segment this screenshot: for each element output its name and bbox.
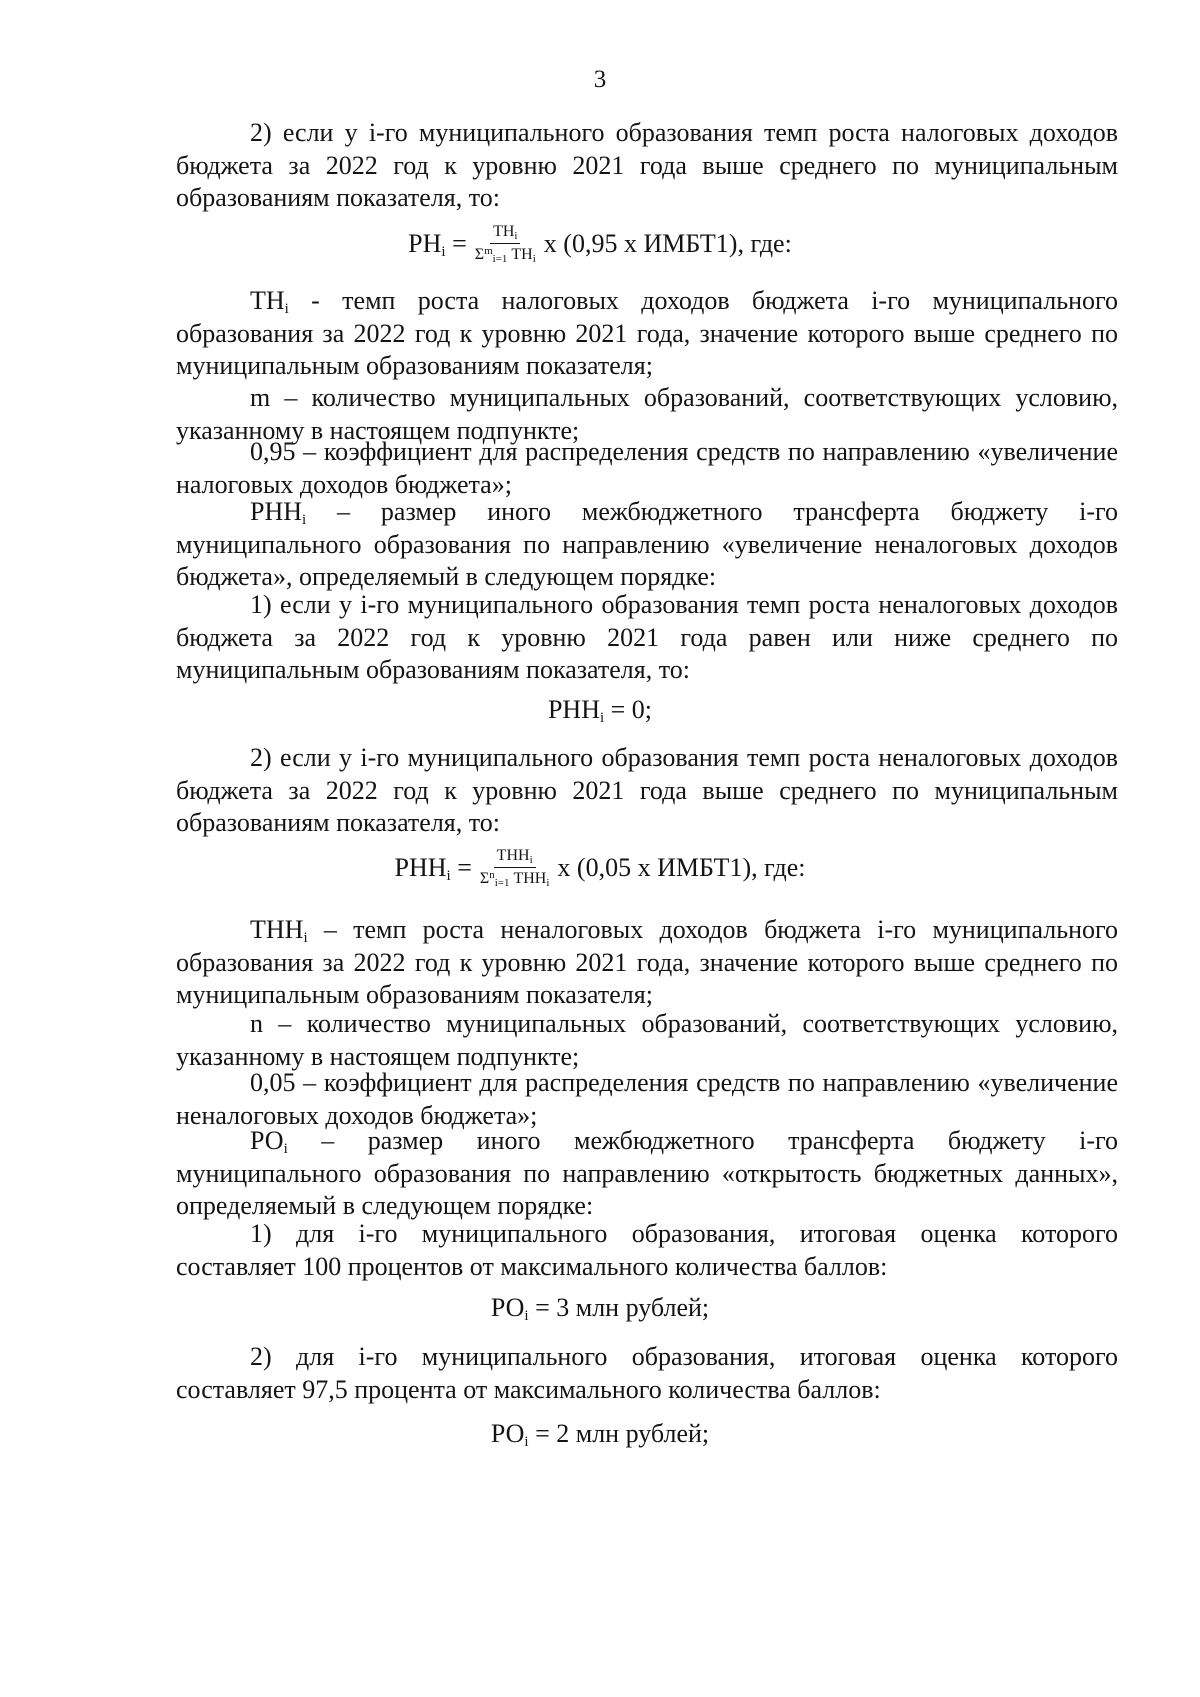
definition-tnn: $ТНН_i$ – темп роста неналоговых доходов бюджета i-го муниципального образования за 2022 год к уровню 2021 года, значение которого выше среднего по муниципальным образованиям показателя;: [176, 915, 1118, 1009]
formula-rhs: х (0,95 х ИМБТ1), где:: [543, 228, 792, 258]
formula-ro-3mln: $РО_i = 3$ млн рублей;: [490, 1293, 710, 1324]
formula-rn: [0, 223, 1200, 264]
formula-rnn-zero: $РНН_i = 0$;: [547, 695, 653, 726]
formula-rhs: х (0,05 х ИМБТ1), где:: [557, 852, 806, 882]
definition-n: n – количество муниципальных образований, соответствующих условию, указанному в настоящем подпункте;: [176, 1009, 1118, 1071]
formula-fraction: [475, 223, 536, 264]
definition-rnn: $РНН_i$ – размер иного межбюджетного трансферта бюджету i-го муниципального образования по направлению «увеличение неналоговых доходов бюджета», определяемый в следующем порядке:: [176, 497, 1118, 591]
formula-lhs: $РН_i$ =: [408, 228, 467, 260]
formula-rnn: [0, 847, 1200, 888]
formula-lhs: $РНН_i$ =: [394, 852, 472, 884]
definition-ro: $РО_i$ – размер иного межбюджетного трансферта бюджету i-го муниципального образования по направлению «открытость бюджетных данных», определяемый в следующем порядке:: [176, 1126, 1118, 1220]
fraction-numerator: $ТН_i$: [490, 223, 520, 244]
definition-m: m – количество муниципальных образований, соответствующих условию, указанному в настоящем подпункте;: [176, 383, 1118, 445]
paragraph-condition-1-nontax: 1) если у i-го муниципального образования темп роста неналоговых доходов бюджета за 2022 год к уровню 2021 года равен или ниже среднего по муниципальным образованиям показателя, то:: [176, 590, 1118, 684]
fraction-denominator: $\Sigma^n_{i=1}$ $ТНН_i$: [479, 869, 550, 889]
page-number: 3: [593, 66, 607, 93]
paragraph-score-97-5: 2) для i-го муниципального образования, итоговая оценка которого составляет 97,5 процента от максимального количества баллов:: [176, 1342, 1118, 1404]
definition-coef-095: 0,95 – коэффициент для распределения средств по направлению «увеличение налоговых доходов бюджета»;: [176, 437, 1118, 499]
fraction-denominator: $\Sigma^m_{i=1}$ $ТН_i$: [474, 245, 536, 265]
paragraph-score-100: 1) для i-го муниципального образования, итоговая оценка которого составляет 100 процентов от максимального количества баллов:: [176, 1219, 1118, 1281]
paragraph-condition-2-tax: 2) если у i-го муниципального образования темп роста налоговых доходов бюджета за 2022 год к уровню 2021 года выше среднего по муниципальным образованиям показателя, то:: [176, 118, 1118, 212]
definition-tn: $ТН_i$ - темп роста налоговых доходов бюджета i-го муниципального образования за 2022 год к уровню 2021 года, значение которого выше среднего по муниципальным образованиям показателя;: [176, 286, 1118, 380]
formula-fraction: [480, 847, 550, 888]
definition-coef-005: 0,05 – коэффициент для распределения средств по направлению «увеличение неналоговых доходов бюджета»;: [176, 1068, 1118, 1130]
paragraph-condition-2-nontax: 2) если у i-го муниципального образования темп роста неналоговых доходов бюджета за 2022 год к уровню 2021 года выше среднего по муниципальным образованиям показателя, то:: [176, 743, 1118, 837]
formula-ro-2mln: $РО_i = 2$ млн рублей;: [490, 1419, 710, 1450]
fraction-numerator: $ТНН_i$: [494, 847, 536, 868]
